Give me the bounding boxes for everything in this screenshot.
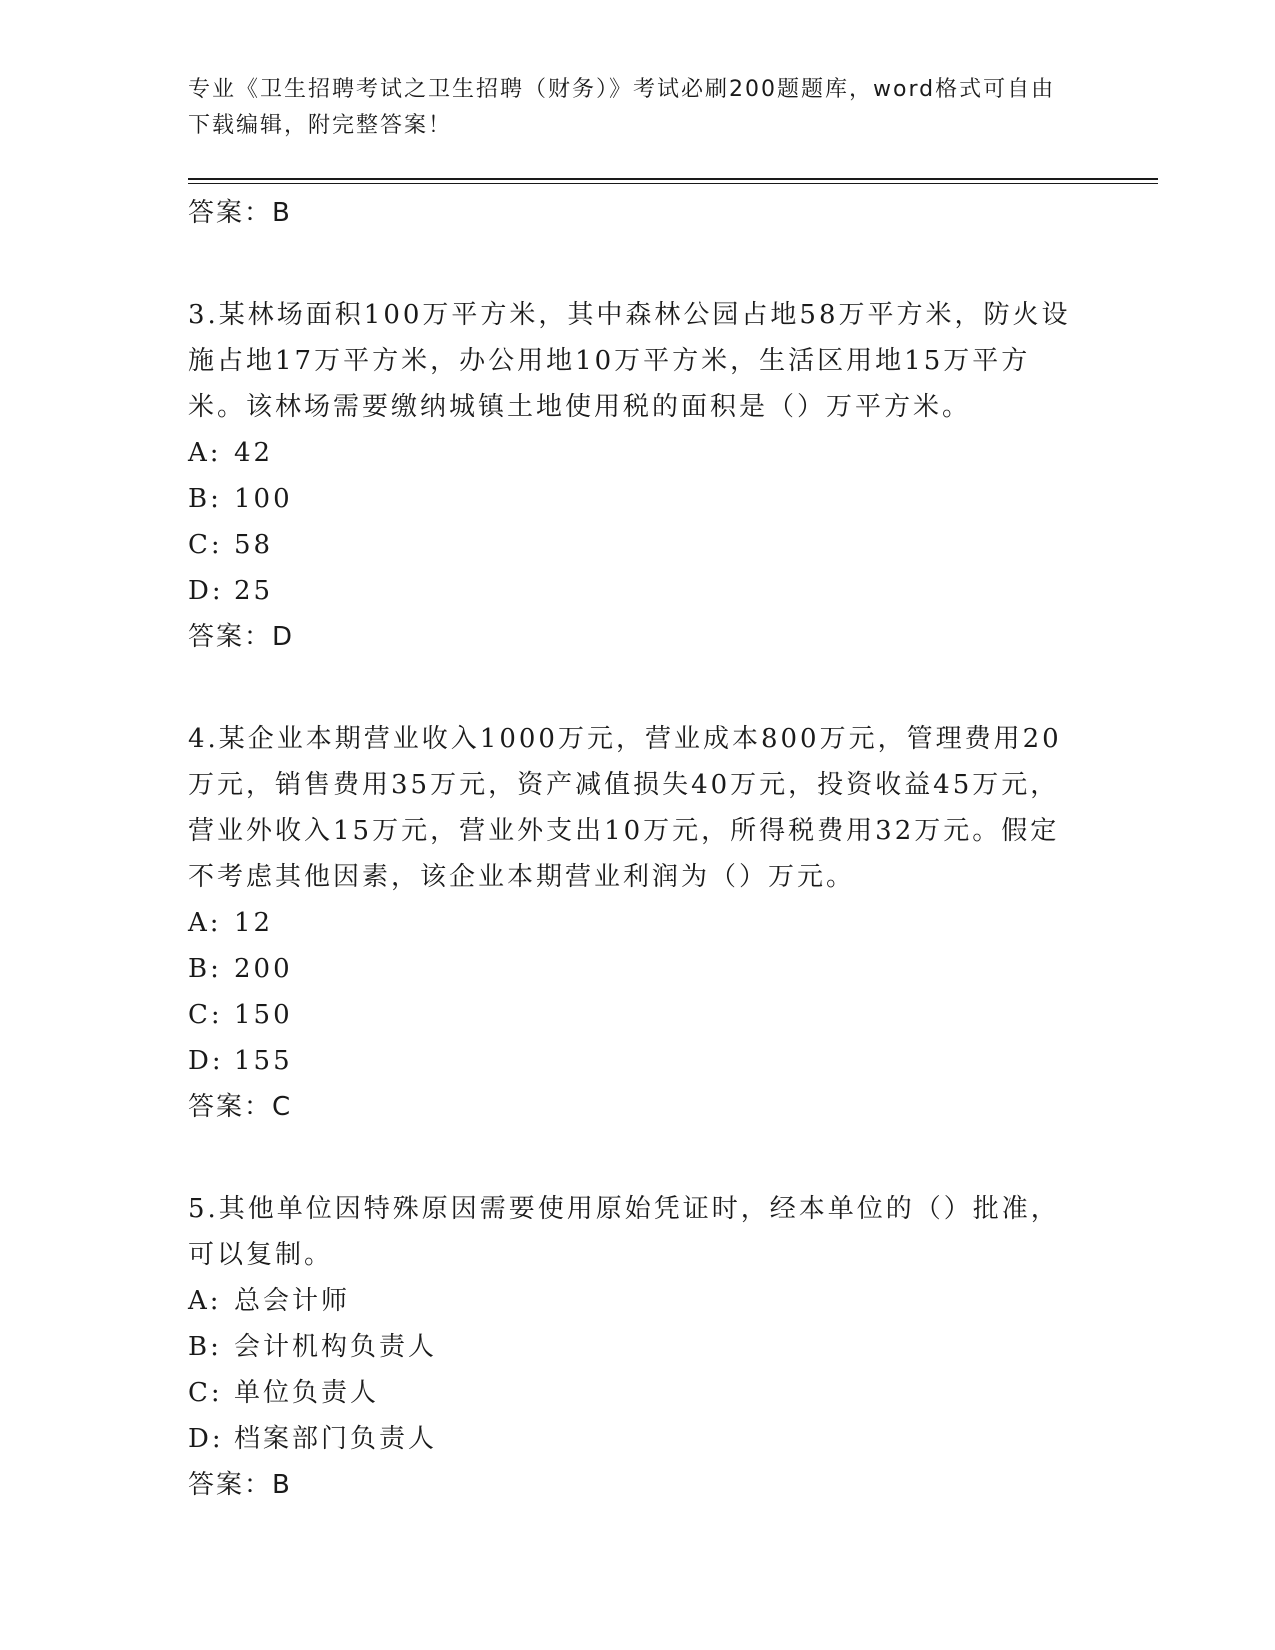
option-label: B:: [188, 954, 222, 984]
option-a: [188, 1278, 1088, 1324]
option-b: [188, 476, 1088, 522]
question-block: [188, 716, 1088, 1130]
page-header: 专业《卫生招聘考试之卫生招聘（财务）》考试必刷200题题库，word格式可自由下载编辑，附完整答案！: [188, 77, 1056, 138]
option-a: [188, 430, 1088, 476]
option-label: A:: [188, 908, 222, 938]
option-text: 单位负责人: [234, 1378, 380, 1408]
header-divider-thin: [188, 183, 1158, 184]
option-text: 58: [234, 530, 274, 560]
option-b: [188, 946, 1088, 992]
option-label: C:: [188, 1378, 223, 1408]
answer-line: 答案：B: [188, 1470, 292, 1500]
option-label: D:: [188, 1424, 224, 1454]
option-d: [188, 1038, 1088, 1084]
option-text: 155: [234, 1046, 293, 1076]
option-text: 150: [234, 1000, 293, 1030]
option-text: 会计机构负责人: [234, 1332, 438, 1362]
option-label: A:: [188, 438, 222, 468]
option-label: B:: [188, 1332, 222, 1362]
option-label: D:: [188, 576, 224, 606]
option-d: [188, 1416, 1088, 1462]
answer-line: 答案：C: [188, 1092, 293, 1122]
option-label: D:: [188, 1046, 224, 1076]
option-c: [188, 992, 1088, 1038]
option-b: [188, 1324, 1088, 1370]
answer-line: 答案：D: [188, 622, 295, 652]
option-text: 42: [234, 438, 274, 468]
option-a: [188, 900, 1088, 946]
option-text: 200: [234, 954, 293, 984]
option-text: 12: [234, 908, 274, 938]
option-d: [188, 568, 1088, 614]
option-text: 档案部门负责人: [234, 1424, 438, 1454]
option-text: 100: [234, 484, 293, 514]
option-label: B:: [188, 484, 222, 514]
document-body: [188, 190, 1088, 1508]
option-c: [188, 1370, 1088, 1416]
answer-line: 答案：B: [188, 198, 292, 228]
question-stem: 4.某企业本期营业收入1000万元，营业成本800万元，管理费用20万元，销售费用35万元，资产减值损失40万元，投资收益45万元，营业外收入15万元，营业外支出10万元，所得税费用32万元。假定不考虑其他因素，该企业本期营业利润为（）万元。: [188, 724, 1062, 892]
option-text: 25: [234, 576, 274, 606]
question-stem: 5.其他单位因特殊原因需要使用原始凭证时，经本单位的（）批准，可以复制。: [188, 1194, 1060, 1270]
option-c: [188, 522, 1088, 568]
option-label: C:: [188, 530, 223, 560]
question-stem: 3.某林场面积100万平方米，其中森林公园占地58万平方米，防火设施占地17万平方米，办公用地10万平方米，生活区用地15万平方米。该林场需要缴纳城镇土地使用税的面积是（）万平方米。: [188, 300, 1071, 422]
question-block: [188, 1186, 1088, 1508]
question-block: [188, 292, 1088, 660]
option-label: C:: [188, 1000, 223, 1030]
option-text: 总会计师: [234, 1286, 351, 1316]
header-divider-thick: [188, 178, 1158, 180]
option-label: A:: [188, 1286, 222, 1316]
